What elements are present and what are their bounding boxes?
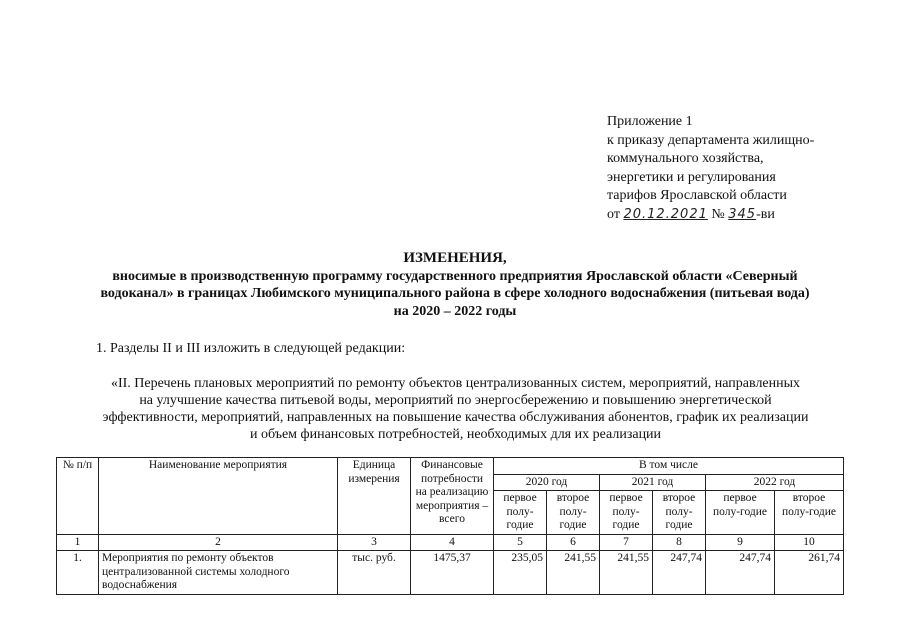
row-total: 1475,37 — [411, 551, 494, 595]
number-prefix: № — [711, 206, 725, 222]
appendix-date-line — [607, 206, 814, 225]
column-number: 2 — [99, 534, 338, 551]
header-year: 2022 год — [706, 474, 844, 491]
column-number: 6 — [547, 534, 600, 551]
document-title — [60, 250, 850, 320]
appendix-line: тарифов Ярославской области — [607, 188, 787, 203]
column-number: 10 — [775, 534, 844, 551]
column-number: 5 — [494, 534, 547, 551]
header-second-half: второе полу-годие — [547, 491, 600, 535]
table-header-row — [57, 458, 844, 475]
row-2021-first: 241,55 — [600, 551, 653, 595]
title-line: водоканал» в границах Любимского муниципального района в сфере холодного водоснабжения (питьевая вода) — [100, 286, 810, 301]
row-2022-first: 247,74 — [706, 551, 775, 595]
plan-table — [56, 457, 844, 595]
header-second-half: второе полу-годие — [775, 491, 844, 535]
header-including: В том числе — [494, 458, 844, 475]
column-number: 1 — [57, 534, 99, 551]
column-number: 8 — [653, 534, 706, 551]
row-2021-second: 247,74 — [653, 551, 706, 595]
header-financial: Финансовые потребности на реализацию мероприятия – всего — [411, 458, 494, 535]
row-name: Мероприятия по ремонту объектов централизованной системы холодного водоснабжения — [99, 551, 338, 595]
appendix-line: коммунального хозяйства, — [607, 151, 764, 166]
section-line: «II. Перечень плановых мероприятий по ремонту объектов централизованных систем, мероприятий, направленных — [110, 376, 801, 391]
section-line: на улучшение качества питьевой воды, мероприятий по энергосбережению и повышению энергетической — [139, 393, 772, 408]
number-suffix: -ви — [756, 206, 775, 222]
title-line: на 2020 – 2022 годы — [393, 303, 517, 319]
row-unit: тыс. руб. — [338, 551, 411, 595]
header-year: 2021 год — [600, 474, 706, 491]
appendix-block — [607, 113, 814, 224]
row-num: 1. — [57, 551, 99, 595]
row-2020-second: 241,55 — [547, 551, 600, 595]
header-first-half: первое полу-годие — [706, 491, 775, 535]
header-name: Наименование мероприятия — [99, 458, 338, 535]
column-number: 9 — [706, 534, 775, 551]
column-number: 7 — [600, 534, 653, 551]
appendix-line: Приложение 1 — [607, 114, 693, 129]
header-second-half: второе полу-годие — [653, 491, 706, 535]
section-line: и объем финансовых потребностей, необходимых для их реализации — [249, 427, 662, 442]
column-number: 4 — [411, 534, 494, 551]
date-prefix: от — [607, 206, 620, 222]
table-row — [57, 551, 844, 595]
header-unit: Единица измерения — [338, 458, 411, 535]
row-2020-first: 235,05 — [494, 551, 547, 595]
header-year: 2020 год — [494, 474, 600, 491]
title-line: вносимые в производственную программу государственного предприятия Ярославской области «Северный — [112, 268, 798, 284]
header-first-half: первое полу-годие — [600, 491, 653, 535]
appendix-line: энергетики и регулирования — [607, 169, 776, 185]
section-2-heading — [58, 375, 853, 443]
row-2022-second: 261,74 — [775, 551, 844, 595]
column-numbers-row — [57, 534, 844, 551]
column-number: 3 — [338, 534, 411, 551]
header-first-half: первое полу-годие — [494, 491, 547, 535]
order-date: 20.12.2021 — [623, 206, 708, 222]
item-1-text: 1. Разделы II и III изложить в следующей редакции: — [96, 341, 406, 356]
title-heading: ИЗМЕНЕНИЯ, — [403, 250, 507, 266]
appendix-line: к приказу департамента жилищно- — [607, 132, 815, 148]
header-num: № п/п — [57, 458, 99, 535]
section-line: эффективности, мероприятий, направленных на повышение качества обслуживания абонентов, график их реализации — [102, 410, 809, 425]
order-number: 345 — [728, 206, 757, 222]
